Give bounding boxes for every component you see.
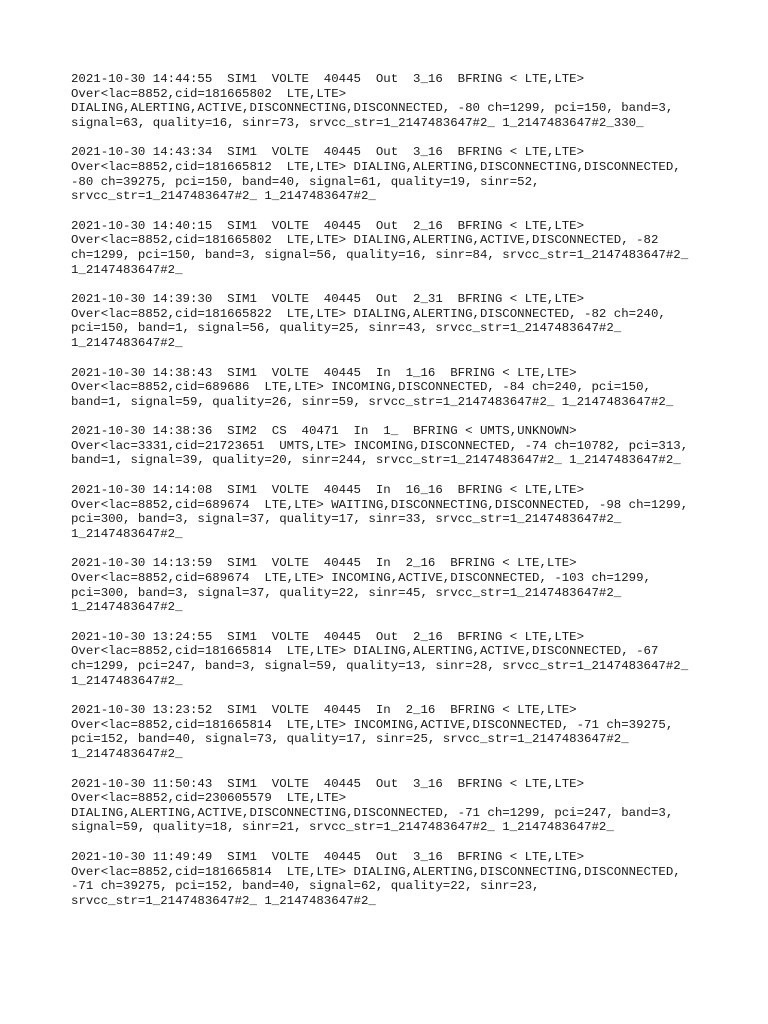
call-log-entry bbox=[71, 630, 721, 688]
call-log-line: DIALING,ALERTING,ACTIVE,DISCONNECTING,DISCONNECTED, -80 ch=1299, pci=150, band=3, bbox=[71, 101, 674, 116]
call-log-line: Over<lac=8852,cid=230605579 LTE,LTE> bbox=[71, 791, 347, 806]
call-log-line: 2021-10-30 11:49:49 SIM1 VOLTE 40445 Out 3_16 BFRING < LTE,LTE> bbox=[71, 849, 585, 864]
call-log-line: 2021-10-30 11:50:43 SIM1 VOLTE 40445 Out 3_16 BFRING < LTE,LTE> bbox=[71, 776, 585, 791]
call-log-line: band=1, signal=59, quality=26, sinr=59, srvcc_str=1_2147483647#2_ 1_2147483647#2_ bbox=[71, 394, 674, 409]
call-log-line: ch=1299, pci=150, band=3, signal=56, quality=16, sinr=84, srvcc_str=1_2147483647#2_ bbox=[71, 247, 689, 262]
call-log-line: -80 ch=39275, pci=150, band=40, signal=61, quality=19, sinr=52, bbox=[71, 174, 540, 189]
call-log-line: 1_2147483647#2_ bbox=[71, 746, 183, 761]
call-log-entry bbox=[71, 424, 721, 468]
call-log-entry bbox=[71, 145, 721, 203]
call-log-line: band=1, signal=39, quality=20, sinr=244, srvcc_str=1_2147483647#2_ 1_2147483647#2_ bbox=[71, 453, 681, 468]
call-log-line: 1_2147483647#2_ bbox=[71, 526, 183, 541]
call-log-line: 2021-10-30 14:38:36 SIM2 CS 40471 In 1_ BFRING < UMTS,UNKNOWN> bbox=[71, 424, 577, 439]
call-log-line: ch=1299, pci=247, band=3, signal=59, quality=13, sinr=28, srvcc_str=1_2147483647#2_ bbox=[71, 659, 689, 673]
call-log-line: srvcc_str=1_2147483647#2_ 1_2147483647#2_ bbox=[71, 893, 376, 908]
call-log-line: pci=300, band=3, signal=37, quality=17, sinr=33, srvcc_str=1_2147483647#2_ bbox=[71, 512, 622, 527]
call-log-entry bbox=[71, 366, 721, 410]
call-log-entry bbox=[71, 703, 721, 761]
call-log-line: 2021-10-30 13:23:52 SIM1 VOLTE 40445 In 2_16 BFRING < LTE,LTE> bbox=[71, 703, 577, 718]
call-log-line: Over<lac=8852,cid=689674 LTE,LTE> WAITING,DISCONNECTING,DISCONNECTED, -98 ch=1299, bbox=[71, 497, 689, 512]
call-log-entry bbox=[71, 292, 721, 350]
call-log-line: DIALING,ALERTING,ACTIVE,DISCONNECTING,DISCONNECTED, -71 ch=1299, pci=247, band=3, bbox=[71, 805, 674, 820]
call-log-entry bbox=[71, 777, 721, 835]
call-log-line: Over<lac=8852,cid=181665812 LTE,LTE> DIALING,ALERTING,DISCONNECTING,DISCONNECTED, bbox=[71, 159, 681, 174]
call-log-line: Over<lac=8852,cid=181665814 LTE,LTE> INCOMING,ACTIVE,DISCONNECTED, -71 ch=39275, bbox=[71, 717, 674, 732]
call-log-line: pci=152, band=40, signal=73, quality=17, sinr=25, srvcc_str=1_2147483647#2_ bbox=[71, 732, 629, 747]
call-log-line: Over<lac=8852,cid=689674 LTE,LTE> INCOMING,ACTIVE,DISCONNECTED, -103 ch=1299, bbox=[71, 571, 651, 586]
call-log-line: 2021-10-30 13:24:55 SIM1 VOLTE 40445 Out 2_16 BFRING < LTE,LTE> bbox=[71, 629, 585, 644]
call-log-line: 1_2147483647#2_ bbox=[71, 335, 183, 350]
call-log-line: 1_2147483647#2_ bbox=[71, 262, 183, 277]
call-log-line: srvcc_str=1_2147483647#2_ 1_2147483647#2_ bbox=[71, 189, 376, 204]
call-log-entry bbox=[71, 850, 721, 908]
call-log-document bbox=[71, 72, 721, 923]
call-log-entry bbox=[71, 556, 721, 614]
call-log-line: Over<lac=8852,cid=181665802 LTE,LTE> DIALING,ALERTING,ACTIVE,DISCONNECTED, -82 bbox=[71, 233, 659, 248]
call-log-entry bbox=[71, 483, 721, 541]
call-log-entry bbox=[71, 72, 721, 130]
call-log-line: 1_2147483647#2_ bbox=[71, 600, 183, 615]
call-log-line: -71 ch=39275, pci=152, band=40, signal=62, quality=22, sinr=23, bbox=[71, 879, 540, 894]
call-log-line: pci=300, band=3, signal=37, quality=22, sinr=45, srvcc_str=1_2147483647#2_ bbox=[71, 585, 622, 600]
call-log-line: 2021-10-30 14:40:15 SIM1 VOLTE 40445 Out 2_16 BFRING < LTE,LTE> bbox=[71, 218, 585, 233]
call-log-line: Over<lac=8852,cid=689686 LTE,LTE> INCOMING,DISCONNECTED, -84 ch=240, pci=150, bbox=[71, 380, 651, 395]
call-log-line: Over<lac=3331,cid=21723651 UMTS,LTE> INCOMING,DISCONNECTED, -74 ch=10782, pci=313, bbox=[71, 438, 689, 453]
call-log-line: Over<lac=8852,cid=181665822 LTE,LTE> DIALING,ALERTING,DISCONNECTED, -82 ch=240, bbox=[71, 306, 666, 321]
call-log-line: signal=59, quality=18, sinr=21, srvcc_str=1_2147483647#2_ 1_2147483647#2_ bbox=[71, 820, 614, 835]
call-log-line: signal=63, quality=16, sinr=73, srvcc_str=1_2147483647#2_ 1_2147483647#2_330_ bbox=[71, 115, 644, 130]
call-log-line: 2021-10-30 14:13:59 SIM1 VOLTE 40445 In 2_16 BFRING < LTE,LTE> bbox=[71, 556, 577, 571]
call-log-entry bbox=[71, 219, 721, 277]
call-log-line: Over<lac=8852,cid=181665814 LTE,LTE> DIALING,ALERTING,ACTIVE,DISCONNECTED, -67 bbox=[71, 644, 659, 659]
call-log-line: Over<lac=8852,cid=181665802 LTE,LTE> bbox=[71, 86, 347, 101]
call-log-line: Over<lac=8852,cid=181665814 LTE,LTE> DIALING,ALERTING,DISCONNECTING,DISCONNECTED, bbox=[71, 864, 681, 879]
call-log-line: 2021-10-30 14:38:43 SIM1 VOLTE 40445 In 1_16 BFRING < LTE,LTE> bbox=[71, 365, 577, 380]
call-log-line: 2021-10-30 14:14:08 SIM1 VOLTE 40445 In 16_16 BFRING < LTE,LTE> bbox=[71, 483, 585, 498]
call-log-line: pci=150, band=1, signal=56, quality=25, sinr=43, srvcc_str=1_2147483647#2_ bbox=[71, 321, 622, 336]
call-log-line: 2021-10-30 14:39:30 SIM1 VOLTE 40445 Out 2_31 BFRING < LTE,LTE> bbox=[71, 292, 585, 307]
call-log-line: 1_2147483647#2_ bbox=[71, 673, 183, 688]
call-log-line: 2021-10-30 14:44:55 SIM1 VOLTE 40445 Out 3_16 BFRING < LTE,LTE> bbox=[71, 72, 585, 86]
call-log-line: 2021-10-30 14:43:34 SIM1 VOLTE 40445 Out 3_16 BFRING < LTE,LTE> bbox=[71, 145, 585, 160]
